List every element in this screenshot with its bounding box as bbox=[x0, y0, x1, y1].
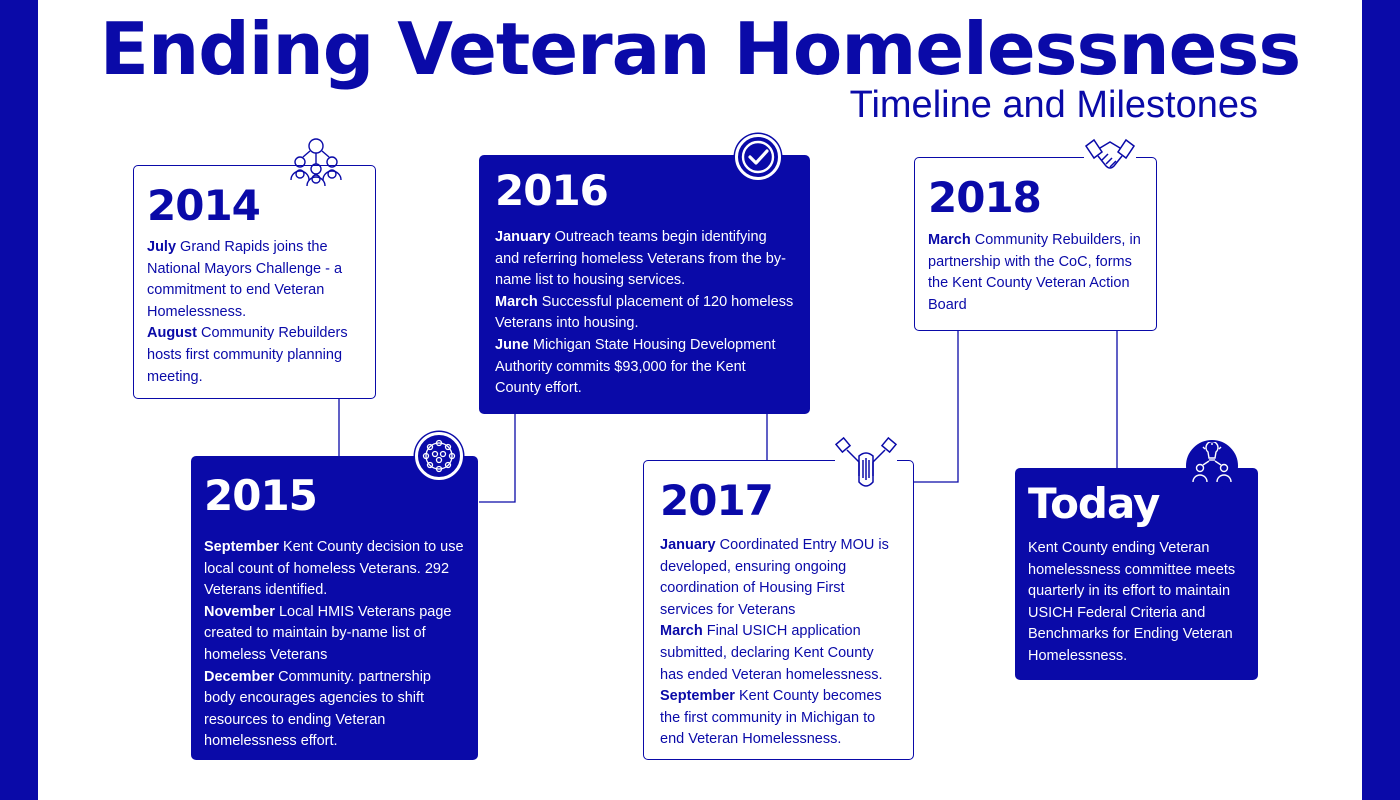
entry-text: Community. partnership body encourages agencies to shift resources to ending Veteran homelessness effort. bbox=[204, 668, 432, 750]
entry-text: Local HMIS Veterans page created to maintain by-name list of homeless Veterans bbox=[204, 603, 452, 663]
entry-month: June bbox=[495, 336, 529, 353]
milestone-card-2018 bbox=[914, 157, 1157, 331]
checkmark-icon bbox=[735, 134, 781, 180]
entry-text: Successful placement of 120 homeless Veterans into housing. bbox=[495, 293, 794, 332]
milestone-card-2016 bbox=[479, 155, 810, 414]
entry-text: Community Rebuilders hosts first community planning meeting. bbox=[147, 325, 348, 385]
entry-text: Michigan State Housing Development Authority commits $93,000 for the Kent County effort. bbox=[495, 336, 776, 397]
hands-together-icon bbox=[835, 432, 897, 492]
entry-month: September bbox=[204, 539, 279, 555]
entry-month: January bbox=[660, 537, 716, 553]
milestone-card-2017 bbox=[643, 460, 914, 760]
entry-text: Kent County becomes the first community in Michigan to end Veteran Homelessness. bbox=[660, 688, 882, 748]
milestone-body bbox=[204, 537, 465, 753]
entry-text: Outreach teams begin identifying and referring homeless Veterans from the by-name list to housing services. bbox=[495, 229, 786, 289]
milestone-body bbox=[495, 227, 794, 400]
handshake-icon bbox=[1084, 134, 1136, 178]
connector-2015-2016 bbox=[479, 414, 515, 502]
milestone-year: Today bbox=[1028, 479, 1160, 528]
infographic-canvas bbox=[38, 0, 1362, 800]
entry-month: August bbox=[147, 325, 197, 342]
milestone-year: 2015 bbox=[204, 471, 317, 520]
entry-text: Grand Rapids joins the National Mayors Challenge - a commitment to end Veteran Homelessness. bbox=[147, 239, 343, 320]
entry-month: December bbox=[204, 668, 275, 685]
entry-month: January bbox=[495, 229, 551, 245]
entry-text: Kent County ending Veteran homelessness committee meets quarterly in its effort to maintain USICH Federal Criteria and Benchmarks for Ending Veteran Homelessness. bbox=[1028, 540, 1236, 664]
milestone-card-2015 bbox=[191, 456, 478, 760]
milestone-body bbox=[1028, 538, 1245, 668]
entry-month: September bbox=[660, 688, 735, 705]
entry-month: March bbox=[660, 623, 703, 640]
community-circle-icon bbox=[415, 432, 463, 480]
milestone-year: 2016 bbox=[495, 166, 608, 215]
lightbulb-team-icon bbox=[1186, 440, 1238, 492]
people-network-icon bbox=[288, 136, 344, 196]
entry-text: Coordinated Entry MOU is developed, ensuring ongoing coordination of Housing First services for Veterans bbox=[660, 537, 889, 618]
milestone-body bbox=[928, 230, 1143, 316]
entry-text: Kent County decision to use local count of homeless Veterans. 292 Veterans identified. bbox=[204, 539, 464, 599]
milestone-card-2014 bbox=[133, 165, 376, 399]
entry-month: November bbox=[204, 603, 275, 620]
milestone-body bbox=[147, 237, 362, 388]
page-title: Ending Veteran Homelessness bbox=[99, 7, 1301, 91]
milestone-year: 2017 bbox=[660, 476, 773, 525]
entry-text: Final USICH application submitted, declaring Kent County has ended Veteran homelessness. bbox=[660, 623, 883, 683]
milestone-body bbox=[660, 535, 897, 751]
page-subtitle: Timeline and Milestones bbox=[849, 84, 1258, 126]
entry-month: March bbox=[928, 232, 971, 248]
milestone-card-today bbox=[1015, 468, 1258, 680]
connector-2017-2018 bbox=[914, 330, 958, 482]
entry-month: March bbox=[495, 293, 538, 310]
entry-text: Community Rebuilders, in partnership with the CoC, forms the Kent County Veteran Action Board bbox=[928, 232, 1141, 313]
milestone-year: 2018 bbox=[928, 173, 1041, 222]
entry-month: July bbox=[147, 239, 177, 255]
milestone-year: 2014 bbox=[147, 181, 260, 230]
